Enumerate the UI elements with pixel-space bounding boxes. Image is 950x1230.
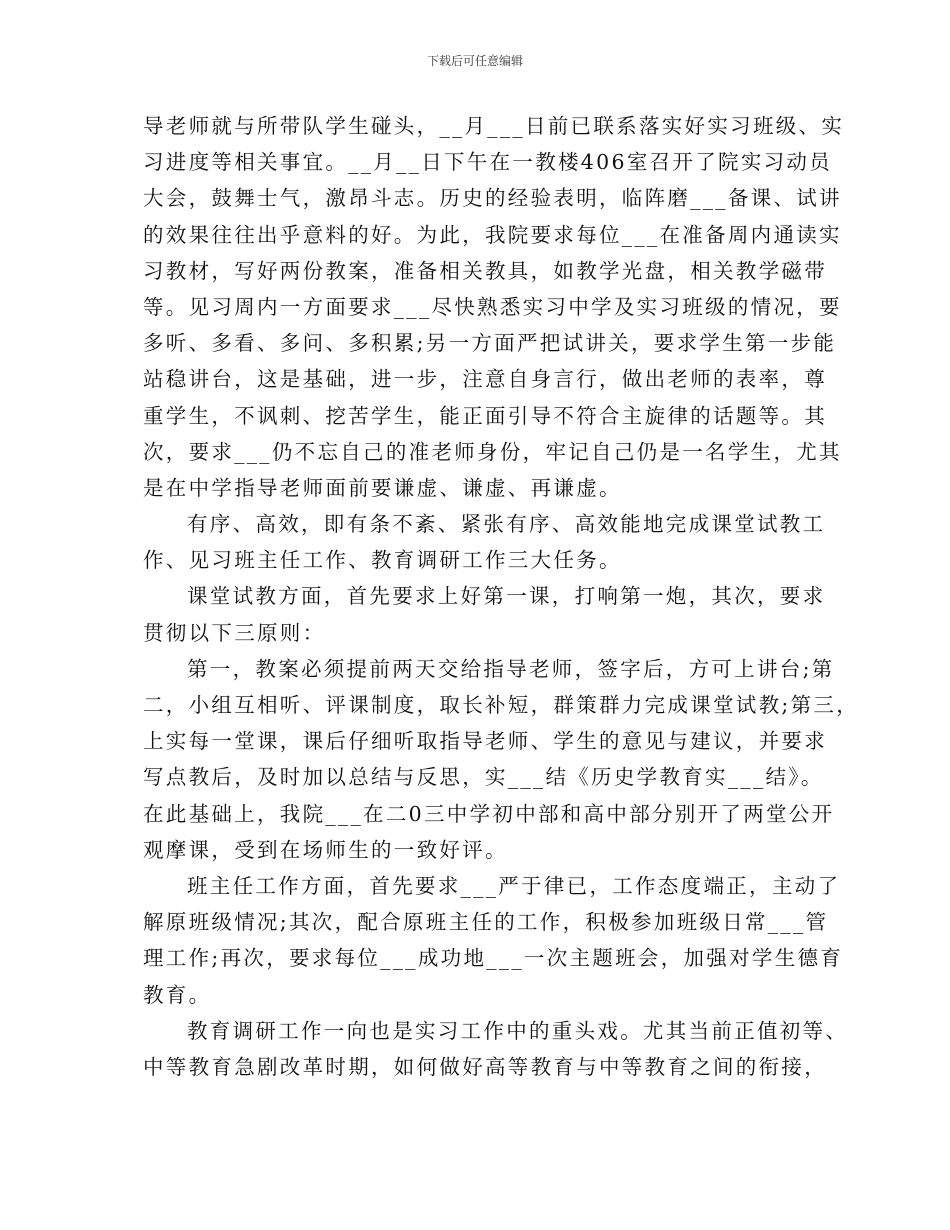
- text-line: 写点教后，及时加以总结与反思，实___结《历史学教育实___结》。: [143, 765, 824, 790]
- text-line: 有序、高效，即有条不紊、紧张有序、高效能地完成课堂试教工: [187, 512, 826, 537]
- text-line: 习教材，写好两份教案，准备相关教具，如教学光盘，相关教学磁带: [143, 258, 827, 283]
- text-line: 班主任工作方面，首先要求___严于律已，工作态度端正，主动了: [187, 873, 841, 898]
- text-line: 重学生，不讽刺、挖苦学生，能正面引导不符合主旋律的话题等。其: [143, 403, 827, 428]
- text-line: 次，要求___仍不忘自己的准老师身份，牢记自己仍是一名学生，尤其: [143, 439, 842, 464]
- text-line: 教育调研工作一向也是实习工作中的重头戏。尤其当前正值初等、: [187, 1018, 849, 1043]
- text-line: 是在中学指导老师面前要谦虚、谦虚、再谦虚。: [143, 475, 622, 500]
- text-line: 理工作;再次，要求每位___成功地___一次主题班会，加强对学生德育: [143, 946, 844, 971]
- text-line: 的效果往往出乎意料的好。为此，我院要求每位___在准备周内通读实: [143, 222, 842, 247]
- text-line: 习进度等相关事宜。__月__日下午在一教楼406室召开了院实习动员: [143, 150, 833, 175]
- text-line: 教育。: [143, 982, 212, 1007]
- text-line: 解原班级情况;其次，配合原班主任的工作，积极参加班级日常___管: [143, 910, 829, 935]
- text-line: 等。见习周内一方面要求___尽快熟悉实习中学及实习班级的情况，要: [143, 294, 842, 319]
- text-line: 多听、多看、多问、多积累;另一方面严把试讲关，要求学生第一步能: [143, 331, 837, 356]
- text-line: 第一，教案必须提前两天交给指导老师，签字后，方可上讲台;第: [187, 656, 835, 681]
- text-line: 上实每一堂课，课后仔细听取指导老师、学生的意见与建议，并要求: [143, 729, 827, 754]
- text-line: 中等教育急剧改革时期，如何做好高等教育与中等教育之间的衔接，: [143, 1054, 827, 1079]
- text-line: 贯彻以下三原则：: [143, 620, 326, 645]
- page-header: 下载后可任意编辑: [426, 54, 523, 68]
- text-line: 课堂试教方面，首先要求上好第一课，打响第一炮，其次，要求: [187, 584, 826, 609]
- text-line: 作、见习班主任工作、教育调研工作三大任务。: [143, 548, 622, 573]
- text-line: 二，小组互相听、评课制度，取长补短，群策群力完成课堂试教;第三，: [143, 693, 860, 717]
- text-line: 导老师就与所带队学生碰头，__月___日前已联系落实好实习班级、实: [143, 114, 845, 138]
- text-line: 大会，鼓舞士气，激昂斗志。历史的经验表明，临阵磨___备课、试讲: [143, 186, 842, 211]
- text-line: 在此基础上，我院___在二0三中学初中部和高中部分别开了两堂公开: [143, 801, 835, 826]
- text-line: 站稳讲台，这是基础，进一步，注意自身言行，做出老师的表率，尊: [143, 367, 827, 392]
- text-line: 观摩课，受到在场师生的一致好评。: [143, 837, 508, 862]
- document-body: [143, 108, 860, 1085]
